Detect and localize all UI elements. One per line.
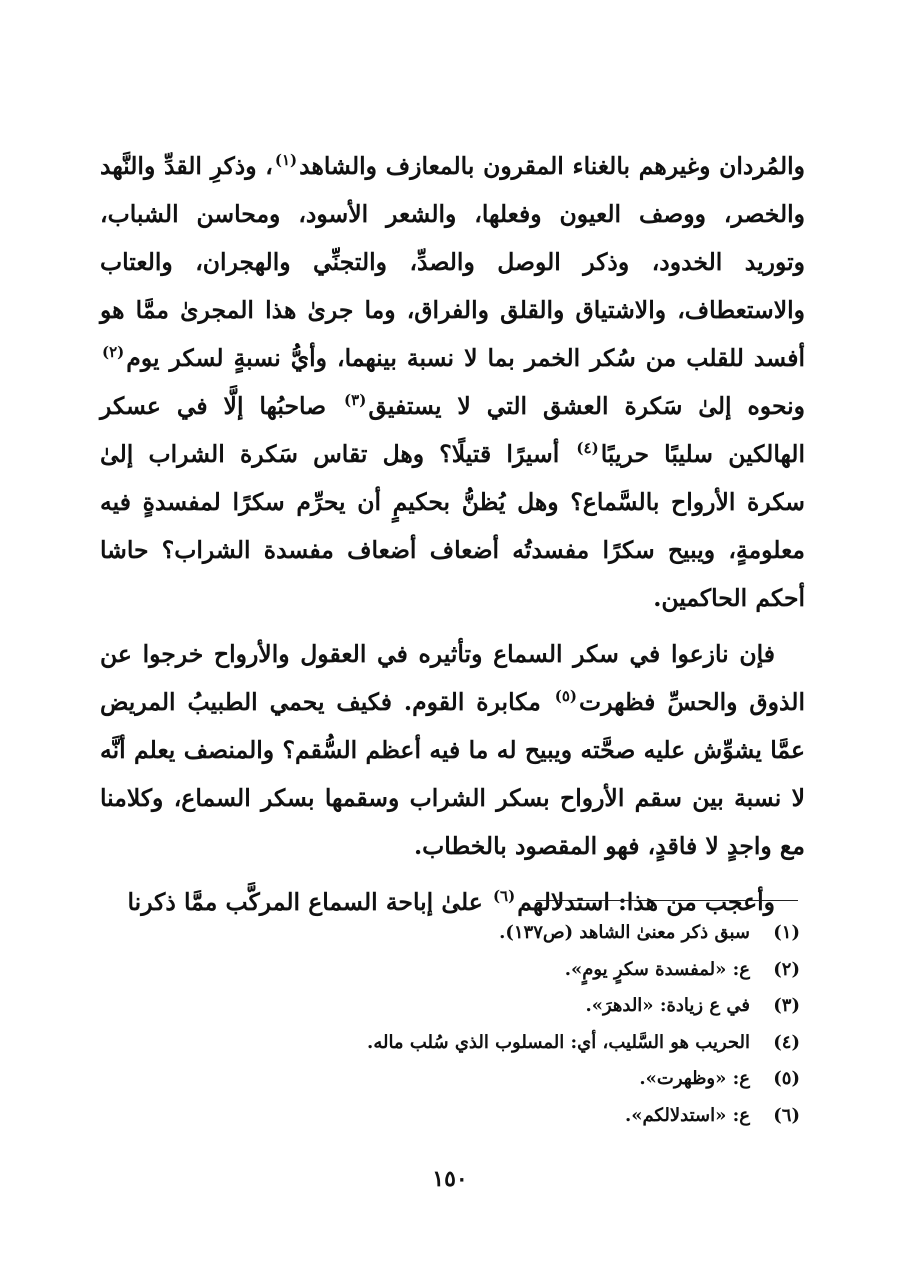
footnote-item (200, 952, 800, 989)
footnote-ref-4: (٤) (576, 439, 599, 458)
footnote-number: (٤) (773, 1031, 800, 1053)
footnote-ref-5: (٥) (554, 687, 577, 706)
footnote-text: ع: «لمفسدة سكرٍ يومٍ». (564, 958, 750, 980)
footnote-ref-3: (٣) (344, 391, 367, 410)
footnotes (200, 915, 800, 1134)
paragraph-1 (100, 142, 805, 622)
footnote-text: سبق ذكر معنىٰ الشاهد (ص١٣٧). (499, 922, 750, 943)
paragraph-2 (100, 630, 805, 870)
footnote-text: في ع زيادة: «الدهرَ». (585, 995, 750, 1016)
text-run: فإن نازعوا في سكر السماع وتأثيره في العقول والأرواح خرجوا عن الذوق والحسِّ فظهرت (100, 640, 805, 716)
footnote-text: الحريب هو السَّليب، أي: المسلوب الذي سُلب ماله. (367, 1031, 750, 1053)
footnote-divider (536, 900, 798, 901)
page-number: ١٥٠ (432, 1166, 468, 1192)
text-run: وأعجب من هذا: استدلالهم (517, 888, 775, 916)
footnote-ref-6: (٦) (492, 887, 516, 906)
footnote-number: (٦) (773, 1104, 800, 1126)
main-text (100, 142, 805, 926)
text-run: ونحوه إلىٰ سَكرة العشق التي لا يستفيق (368, 392, 805, 420)
text-run: صاحبُها إلَّا في عسكر الهالكين سليبًا حريبًا (100, 392, 805, 468)
footnote-item (200, 1025, 800, 1062)
text-run: والمُردان وغيرهم بالغناء المقرون بالمعازف والشاهد (299, 152, 805, 180)
footnote-number: (٢) (773, 958, 800, 980)
footnote-number: (٥) (773, 1068, 800, 1089)
footnote-ref-1: (١) (274, 151, 298, 170)
footnote-ref-2: (٢) (102, 343, 125, 362)
text-run: ، وذكرِ القدِّ والنَّهد والخصر، ووصف العيون وفعلها، والشعر الأسود، ومحاسن الشباب، وتوريد الخدود، وذكر الوصل والصدِّ، والتجنِّي والهجران، والعتاب والاستعطاف، والاشتياق والقلق والفراق، وما جرىٰ هذا المجرىٰ ممَّا هو أفسد للقلب من سُكر الخمر بما لا نسبة بينهما، وأيُّ نسبةٍ لسكر يوم (100, 152, 805, 372)
text-run: مكابرة القوم. فكيف يحمي الطبيبُ المريض عمَّا يشوِّش عليه صحَّته ويبيح له ما فيه أعظم السُّقم؟ والمنصف يعلم أنَّه لا نسبة بين سقم الأرواح بسكر الشراب وسقمها بسكر السماع، وكلامنا مع واجدٍ لا فاقدٍ، فهو المقصود بالخطاب. (100, 688, 805, 860)
footnote-item (200, 1061, 800, 1098)
footnote-item (200, 1098, 800, 1135)
footnote-item (200, 988, 800, 1025)
footnote-number: (٣) (773, 995, 800, 1016)
footnote-text: ع: «وظهرت». (639, 1068, 750, 1089)
footnote-item (200, 915, 800, 952)
footnote-number: (١) (773, 922, 800, 943)
footnote-text: ع: «استدلالكم». (624, 1104, 750, 1126)
text-run: علىٰ إباحة السماع المركَّب ممَّا ذكرنا (127, 888, 491, 916)
text-run: أسيرًا قتيلًا؟ وهل تقاس سَكرة الشراب إلىٰ سكرة الأرواح بالسَّماع؟ وهل يُظنُّ بحكيمٍ أن يحرِّم سكرًا لمفسدةٍ فيه معلومةٍ، ويبيح سكرًا مفسدتُه أضعاف أضعاف مفسدة الشراب؟ حاشا أحكم الحاكمين. (100, 440, 805, 612)
